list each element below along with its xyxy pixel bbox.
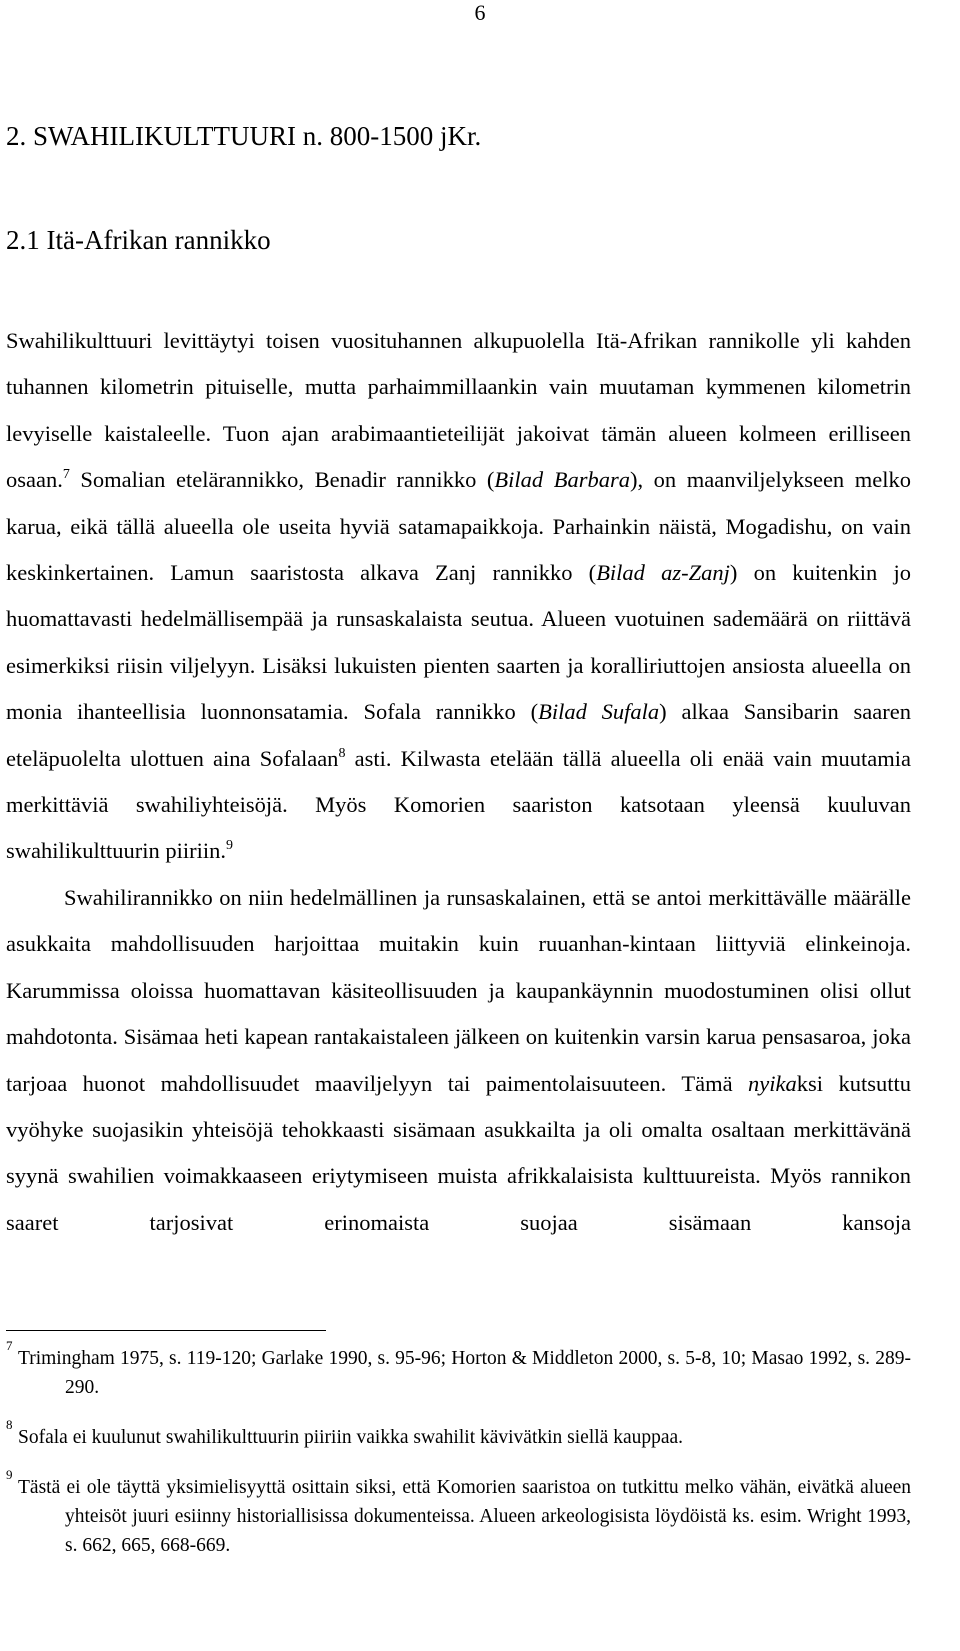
text-run: ) alkaa Sansibarin saaren eteläpuolelta ulottuen aina Sofalaan [6,699,912,771]
italic-term: Bilad Barbara [494,467,630,493]
paragraph [6,875,911,1293]
footnote [6,1417,911,1452]
text-run: asti. Kilwasta etelään tällä alueella oli enää vain muutamia merkittäviä swahiliyhteisöjä. Myös Komorien saariston katsotaan yleensä kuuluvan swahilikulttuurin piiriin. [6,745,912,864]
footnote-reference[interactable]: 7 [62,467,70,483]
text-run: Swahilikulttuuri levittäytyi toisen vuosituhannen alkupuolella Itä-Afrikan rannikolle yli kahden tuhannen kilometrin pituiselle, mutta parhaimmillaankin vain muutaman kymmenen kilometrin levyiselle kaistaleelle. Tuon ajan arabimaantieteilijät jakoivat tämän alueen kolmeen erilliseen osaan. [6,328,911,493]
footnote-reference[interactable]: 9 [226,838,233,854]
chapter-heading: 2. SWAHILIKULTTUURI n. 800-1500 jKr. [6,121,482,151]
text-run: ksi kutsuttu vyöhyke suojasikin yhteisöjä tehokkaasti sisämaan asukkailta ja oli omalta osaltaan merkittävänä syynä swahilien voimakkaaseen eriytymiseen muista afrikkalaisista kulttuureista. Myös rannikon saaret tarjosivat erinomaista suojaa sisämaan kansoja [6,1070,911,1235]
text-run: Swahilirannikko on niin hedelmällinen ja runsaskalainen, että se antoi merkittävälle määrälle asukkaita mahdollisuuden harjoittaa muitakin kuin ruuanhan-kintaan liittyviä elinkeinoja. Karummissa oloissa huomattavan käsiteollisuuden ja kaupankäynnin muodostuminen olisi ollut mahdotonta. Sisämaa heti kapean rantakaistaleen jälkeen on kuitenkin varsin karua pensasaroa, joka tarjoaa huonot mahdollisuudet maaviljelyyn tai paimentolaisuuteen. Tämä [6,884,911,1096]
section-heading: 2.1 Itä-Afrikan rannikko [6,225,271,255]
footnote-separator [6,1330,326,1331]
footnote-reference[interactable]: 8 [338,745,346,761]
footnote-text: Sofala ei kuulunut swahilikulttuurin piiriin vaikka swahilit kävivätkin siellä kauppaa. [18,1427,684,1448]
footnote-text: Tästä ei ole täyttä yksimielisyyttä osittain siksi, että Komorien saaristoa on tutkittu melko vähän, eivätkä alueen yhteisöt juuri esiinny historiallisissa dokumenteissa. Alueen arkeologisista löydöistä ks. esim. Wright 1993, s. 662, 665, 668-669. [18,1477,911,1556]
footnote-mark: 7 [6,1338,13,1353]
italic-term: Bilad az-Zanj [596,560,730,586]
footnote-text: Trimingham 1975, s. 119-120; Garlake 1990, s. 95-96; Horton & Middleton 2000, s. 5-8, 10; Masao 1992, s. 289-290. [18,1348,911,1398]
footnote [6,1467,911,1560]
italic-term: nyika [748,1070,797,1096]
text-run: ), on maanviljelykseen melko karua, eikä tällä alueella ole useita hyviä satamapaikkoja. Parhainkin näistä, Mogadishu, on vain keskinkertainen. Lamun saaristosta alkava Zanj rannikko ( [6,467,911,586]
paragraph [6,318,911,875]
text-run: Somalian etelärannikko, Benadir rannikko ( [69,467,495,493]
footnote [6,1338,911,1402]
footnotes [6,1338,911,1581]
italic-term: Bilad Sufala [538,699,660,725]
page-number: 6 [474,0,486,25]
body-text [6,318,911,1293]
text-run: ) on kuitenkin jo huomattavasti hedelmällisempää ja runsaskalaista seutua. Alueen vuotuinen sademäärä on riittävä esimerkiksi riisin viljelyyn. Lisäksi lukuisten pienten saarten ja koralliriuttojen ansiosta alueella on monia ihanteellisia luonnonsatamia. Sofala rannikko ( [6,560,912,725]
footnote-mark: 9 [6,1467,13,1482]
footnote-mark: 8 [6,1417,13,1432]
